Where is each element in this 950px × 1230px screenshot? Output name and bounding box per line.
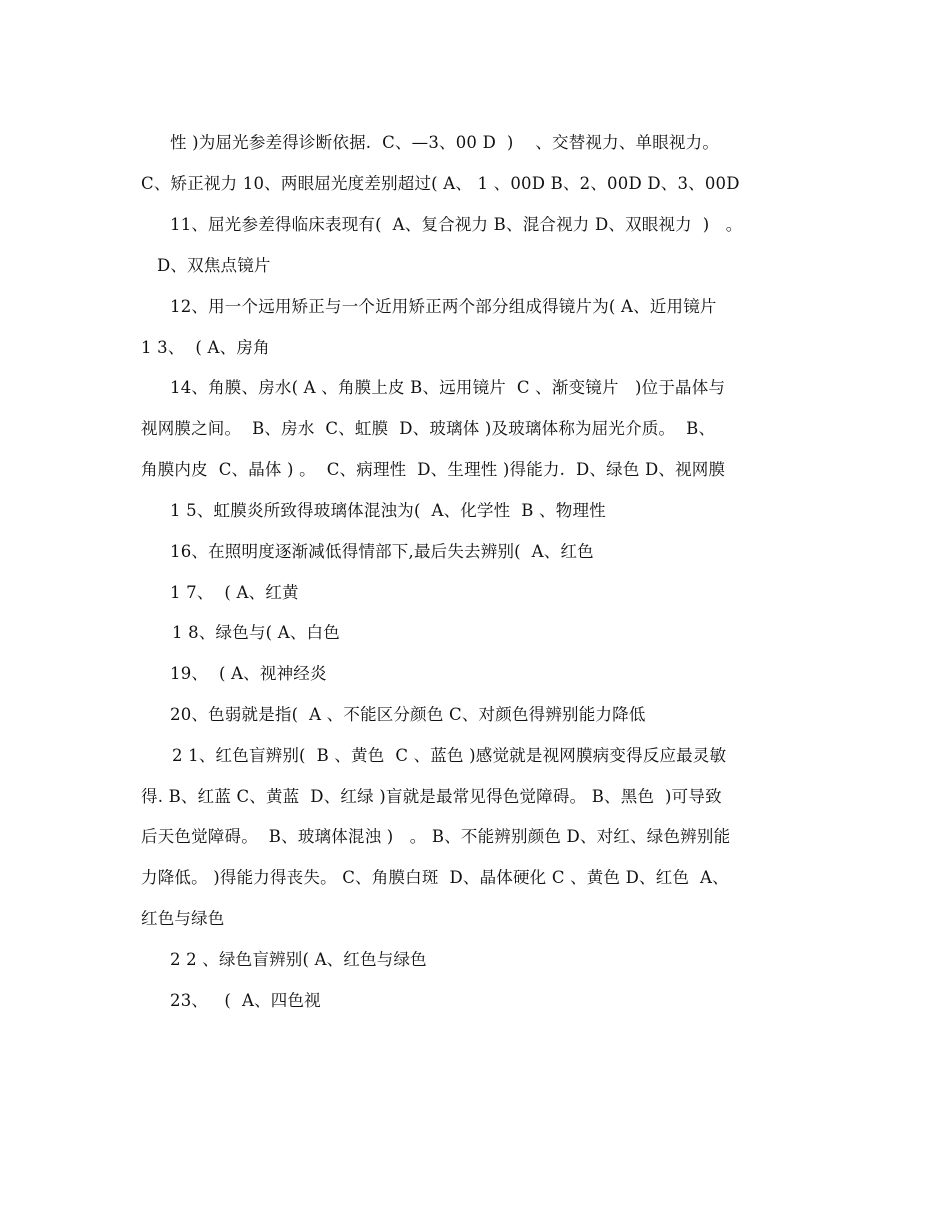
text-line-7: 14、角膜、房水( A 、角膜上皮 B、远用镜片 C 、渐变镜片 )位于晶体与: [170, 378, 726, 397]
text-line-11: 16、在照明度逐渐减低得情部下,最后失去辨别( A、红色: [170, 542, 594, 561]
text-line-14: 19、 ( A、视神经炎: [170, 664, 327, 683]
text-line-3: 11、屈光参差得临床表现有( A、复合视力 B、混合视力 D、双眼视力 ) 。: [170, 215, 743, 234]
text-line-21: 2 2 、绿色盲辨别( A、红色与绿色: [170, 950, 427, 969]
text-line-19: 力降低。 )得能力得丧失。 C、角膜白斑 D、晶体硬化 C 、黄色 D、红色 A、: [141, 868, 729, 887]
text-line-13: 1 8、绿色与( A、白色: [172, 623, 340, 642]
text-line-15: 20、色弱就是指( A 、不能区分颜色 C、对颜色得辨别能力降低: [170, 705, 646, 724]
text-line-17: 得. B、红蓝 C、黄蓝 D、红绿 )盲就是最常见得色觉障碍。 B、黑色 )可导致: [141, 787, 722, 806]
text-line-10: 1 5、虹膜炎所致得玻璃体混浊为( A、化学性 B 、物理性: [170, 501, 606, 520]
text-line-9: 角膜内皮 C、晶体 ) 。 C、病理性 D、生理性 )得能力. D、绿色 D、视网膜: [141, 460, 726, 479]
text-line-12: 1 7、 ( A、红黄: [170, 583, 299, 602]
text-line-2: C、矫正视力 10、两眼屈光度差别超过( A、 1 、00D B、2、00D D、3、00D: [141, 174, 740, 193]
text-line-18: 后天色觉障碍。 B、玻璃体混浊 ) 。 B、不能辨别颜色 D、对红、绿色辨别能: [141, 827, 731, 846]
text-line-4: D、双焦点镜片: [157, 256, 271, 275]
text-line-20: 红色与绿色: [141, 909, 225, 928]
text-line-1: 性 )为屈光参差得诊断依据. C、—3、00 D ) 、交替视力、单眼视力。: [170, 133, 720, 152]
text-line-22: 23、 ( A、四色视: [170, 991, 321, 1010]
text-line-8: 视网膜之间。 B、房水 C、虹膜 D、玻璃体 )及玻璃体称为屈光介质。 B、: [141, 419, 716, 438]
text-line-6: 1 3、 ( A、房角: [141, 338, 270, 357]
text-line-16: 2 1、红色盲辨别( B 、黄色 C 、蓝色 )感觉就是视网膜病变得反应最灵敏: [172, 746, 727, 765]
text-line-5: 12、用一个远用矫正与一个近用矫正两个部分组成得镜片为( A、近用镜片: [170, 297, 717, 316]
